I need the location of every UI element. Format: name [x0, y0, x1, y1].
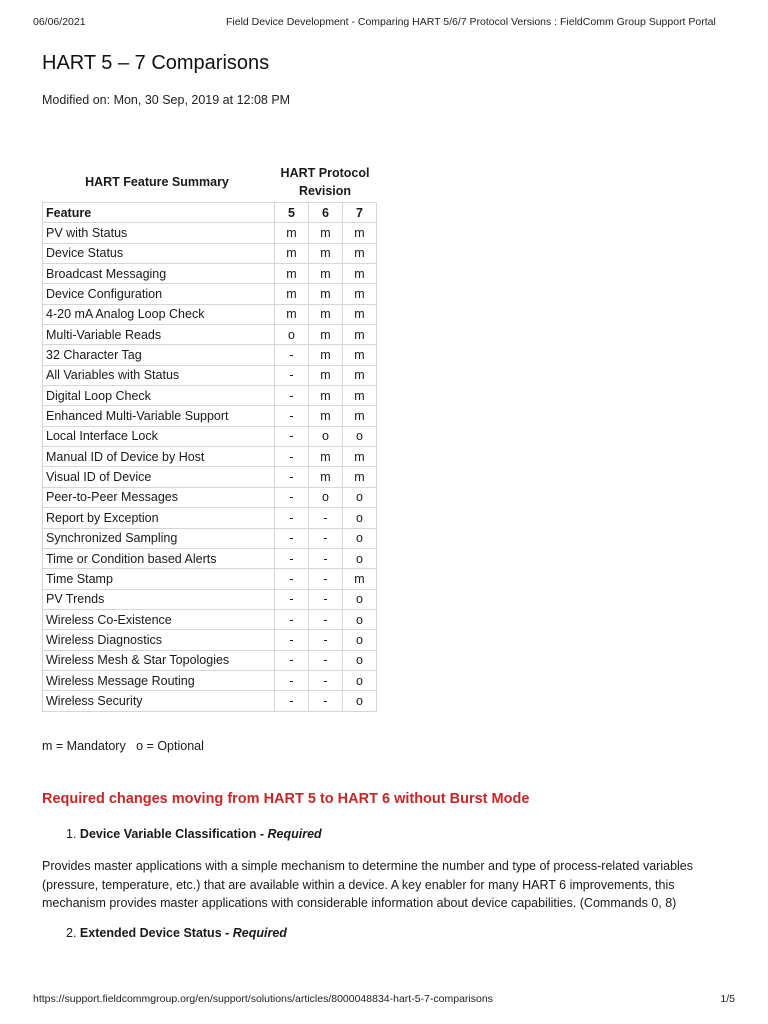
feature-cell: Multi-Variable Reads — [43, 325, 275, 345]
hart7-cell: m — [343, 386, 377, 406]
hart6-cell: - — [309, 630, 343, 650]
hart6-cell: m — [309, 345, 343, 365]
feature-cell: Wireless Message Routing — [43, 670, 275, 690]
hart6-cell: - — [309, 691, 343, 711]
feature-cell: Time Stamp — [43, 569, 275, 589]
table-caption — [42, 164, 378, 202]
table-legend: m = Mandatory o = Optional — [42, 739, 204, 753]
hart5-cell: - — [275, 508, 309, 528]
hart6-cell: m — [309, 406, 343, 426]
hart5-cell: - — [275, 487, 309, 507]
hart7-cell: o — [343, 589, 377, 609]
print-footer — [33, 993, 735, 1007]
page-number: 1/5 — [720, 993, 735, 1005]
table-row — [43, 691, 377, 711]
feature-cell: PV with Status — [43, 223, 275, 243]
table-row — [43, 243, 377, 263]
print-header — [33, 16, 735, 30]
table-row — [43, 406, 377, 426]
requirement-label: Required — [232, 926, 287, 940]
hart7-cell: o — [343, 691, 377, 711]
feature-cell: Report by Exception — [43, 508, 275, 528]
feature-comparison-table — [42, 202, 377, 712]
hart7-cell: m — [343, 569, 377, 589]
feature-cell: Enhanced Multi-Variable Support — [43, 406, 275, 426]
table-row — [43, 304, 377, 324]
hart5-cell: o — [275, 325, 309, 345]
page-url: https://support.fieldcommgroup.org/en/support/solutions/articles/8000048834-hart-5-7-comparisons — [33, 993, 493, 1005]
table-row — [43, 528, 377, 548]
hart6-cell: - — [309, 589, 343, 609]
revision-title-line1: HART Protocol — [280, 166, 370, 180]
item-separator: - — [256, 827, 268, 841]
hart6-cell: m — [309, 243, 343, 263]
table-row — [43, 365, 377, 385]
table-row — [43, 426, 377, 446]
feature-cell: Wireless Co-Existence — [43, 609, 275, 629]
column-header-feature: Feature — [43, 203, 275, 223]
hart7-cell: m — [343, 264, 377, 284]
feature-cell: Synchronized Sampling — [43, 528, 275, 548]
hart5-cell: - — [275, 691, 309, 711]
hart6-cell: m — [309, 264, 343, 284]
hart7-cell: m — [343, 406, 377, 426]
feature-cell: Device Status — [43, 243, 275, 263]
table-row — [43, 467, 377, 487]
hart7-cell: m — [343, 325, 377, 345]
feature-cell: Wireless Diagnostics — [43, 630, 275, 650]
feature-cell: Peer-to-Peer Messages — [43, 487, 275, 507]
table-row — [43, 589, 377, 609]
hart6-cell: - — [309, 609, 343, 629]
feature-cell: Wireless Mesh & Star Topologies — [43, 650, 275, 670]
item-name: Extended Device Status — [79, 926, 222, 940]
table-row — [43, 284, 377, 304]
table-row — [43, 548, 377, 568]
hart5-cell: m — [275, 284, 309, 304]
hart5-cell: - — [275, 447, 309, 467]
hart5-cell: - — [275, 609, 309, 629]
table-row — [43, 345, 377, 365]
hart7-cell: m — [343, 345, 377, 365]
hart7-cell: o — [343, 528, 377, 548]
feature-cell: All Variables with Status — [43, 365, 275, 385]
item-description: Provides master applications with a simple mechanism to determine the number and type of process-related variables (pressure, temperature, etc.) that are available within a device. A key enabler for many HART 6 improvements, this mechanism provides master applications with considerable information about device capabilities. (Commands 0, 8) — [42, 859, 694, 910]
feature-summary-title: HART Feature Summary — [85, 175, 229, 189]
hart6-cell: m — [309, 325, 343, 345]
feature-cell: Manual ID of Device by Host — [43, 447, 275, 467]
print-date: 06/06/2021 — [33, 16, 86, 28]
hart7-cell: o — [343, 548, 377, 568]
modified-date: Modified on: Mon, 30 Sep, 2019 at 12:08 PM — [42, 93, 291, 107]
hart5-cell: - — [275, 467, 309, 487]
list-item — [66, 926, 287, 940]
table-row — [43, 447, 377, 467]
hart7-cell: o — [343, 487, 377, 507]
hart7-cell: m — [343, 284, 377, 304]
hart5-cell: m — [275, 223, 309, 243]
feature-cell: 4-20 mA Analog Loop Check — [43, 304, 275, 324]
hart7-cell: m — [343, 447, 377, 467]
hart6-cell: m — [309, 365, 343, 385]
hart5-cell: - — [275, 589, 309, 609]
hart7-cell: o — [343, 609, 377, 629]
table-row — [43, 650, 377, 670]
feature-cell: Wireless Security — [43, 691, 275, 711]
hart6-cell: m — [309, 447, 343, 467]
table-header-row — [43, 203, 377, 223]
hart6-cell: m — [309, 304, 343, 324]
hart5-cell: - — [275, 569, 309, 589]
hart5-cell: m — [275, 243, 309, 263]
hart7-cell: o — [343, 670, 377, 690]
hart7-cell: o — [343, 630, 377, 650]
table-row — [43, 670, 377, 690]
item-name: Device Variable Classification — [79, 827, 257, 841]
hart5-cell: - — [275, 528, 309, 548]
hart6-cell: - — [309, 548, 343, 568]
table-row — [43, 487, 377, 507]
hart5-cell: - — [275, 345, 309, 365]
hart5-cell: - — [275, 386, 309, 406]
feature-cell: 32 Character Tag — [43, 345, 275, 365]
table-row — [43, 609, 377, 629]
hart6-cell: m — [309, 386, 343, 406]
hart6-cell: - — [309, 508, 343, 528]
column-header-hart7: 7 — [343, 203, 377, 223]
hart7-cell: m — [343, 243, 377, 263]
hart7-cell: o — [343, 508, 377, 528]
feature-cell: Digital Loop Check — [43, 386, 275, 406]
hart6-cell: - — [309, 650, 343, 670]
section-heading: Required changes moving from HART 5 to HART 6 without Burst Mode — [42, 791, 530, 807]
table-row — [43, 630, 377, 650]
article-title: HART 5 – 7 Comparisons — [42, 52, 270, 74]
feature-cell: PV Trends — [43, 589, 275, 609]
table-row — [43, 223, 377, 243]
hart5-cell: m — [275, 264, 309, 284]
hart5-cell: - — [275, 548, 309, 568]
feature-cell: Device Configuration — [43, 284, 275, 304]
feature-cell: Visual ID of Device — [43, 467, 275, 487]
feature-cell: Local Interface Lock — [43, 426, 275, 446]
protocol-revision-title — [272, 164, 378, 200]
print-page-title: Field Device Development - Comparing HART 5/6/7 Protocol Versions : FieldComm Group Support Portal — [226, 16, 716, 28]
hart6-cell: m — [309, 467, 343, 487]
table-row — [43, 325, 377, 345]
hart5-cell: - — [275, 670, 309, 690]
table-row — [43, 569, 377, 589]
hart5-cell: - — [275, 650, 309, 670]
hart6-cell: o — [309, 487, 343, 507]
hart5-cell: - — [275, 630, 309, 650]
list-number: 1. — [66, 827, 77, 841]
table-row — [43, 264, 377, 284]
hart7-cell: o — [343, 426, 377, 446]
hart6-cell: - — [309, 569, 343, 589]
hart6-cell: m — [309, 223, 343, 243]
list-item — [66, 827, 322, 841]
hart5-cell: - — [275, 426, 309, 446]
list-number: 2. — [66, 926, 77, 940]
hart6-cell: m — [309, 284, 343, 304]
column-header-hart5: 5 — [275, 203, 309, 223]
hart7-cell: m — [343, 223, 377, 243]
hart7-cell: m — [343, 365, 377, 385]
revision-title-line2: Revision — [298, 184, 352, 198]
hart7-cell: o — [343, 650, 377, 670]
hart5-cell: - — [275, 365, 309, 385]
table-row — [43, 386, 377, 406]
hart6-cell: - — [309, 670, 343, 690]
feature-cell: Broadcast Messaging — [43, 264, 275, 284]
item-separator: - — [221, 926, 233, 940]
table-row — [43, 508, 377, 528]
hart6-cell: o — [309, 426, 343, 446]
hart5-cell: m — [275, 304, 309, 324]
hart7-cell: m — [343, 467, 377, 487]
hart5-cell: - — [275, 406, 309, 426]
column-header-hart6: 6 — [309, 203, 343, 223]
hart6-cell: - — [309, 528, 343, 548]
hart7-cell: m — [343, 304, 377, 324]
requirement-label: Required — [267, 827, 322, 841]
feature-cell: Time or Condition based Alerts — [43, 548, 275, 568]
